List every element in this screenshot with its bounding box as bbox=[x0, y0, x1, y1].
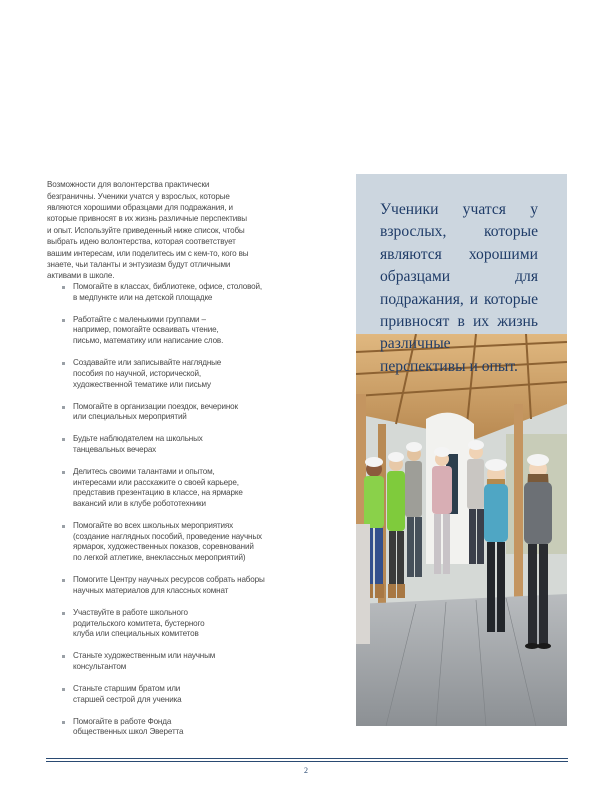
footer-rule bbox=[46, 758, 568, 759]
bullet-square-icon bbox=[62, 721, 65, 724]
list-item bbox=[62, 608, 267, 640]
list-item bbox=[62, 315, 267, 347]
list-item bbox=[62, 717, 267, 738]
bullet-square-icon bbox=[62, 688, 65, 691]
bullet-square-icon bbox=[62, 319, 65, 322]
list-item-text: Помогайте во всех школьных мероприятиях (создание наглядных пособий, проведение научных ярмарок, художественных показов, соревнований по легкой атлетике, внеклассных мероприятий) bbox=[73, 521, 262, 563]
bullet-square-icon bbox=[62, 362, 65, 365]
list-item-text: Помогайте в классах, библиотеке, офисе, столовой, в медпункте или на детской площадке bbox=[73, 282, 262, 302]
list-item-text: Создавайте или записывайте наглядные пособия по научной, исторической, художественной тематике или письму bbox=[73, 358, 222, 389]
list-item-text: Участвуйте в работе школьного родительского комитета, бустерного клуба или специальных комитетов bbox=[73, 607, 205, 639]
list-item bbox=[62, 651, 267, 672]
list-item-text: Помогайте в работе Фонда общественных школ Эверетта bbox=[73, 716, 184, 737]
list-item bbox=[62, 434, 267, 455]
bullet-square-icon bbox=[62, 525, 65, 528]
bullet-square-icon bbox=[62, 612, 65, 615]
bullet-square-icon bbox=[62, 438, 65, 441]
list-item-text: Делитесь своими талантами и опытом, интересами или расскажите о своей карьере, представив презентацию в классе, на ярмарке вакансий или в клубе робототехники bbox=[73, 466, 243, 509]
list-item bbox=[62, 684, 267, 705]
bullet-square-icon bbox=[62, 406, 65, 409]
list-item bbox=[62, 521, 267, 564]
list-item-text: Будьте наблюдателем на школьных танцевальных вечерах bbox=[73, 434, 203, 454]
list-item bbox=[62, 282, 267, 303]
list-item-text: Помогайте в организации поездок, вечеринок или специальных мероприятий bbox=[73, 401, 238, 422]
volunteer-ideas-list bbox=[62, 282, 267, 749]
pull-quote: Ученики учатся у взрослых, которые являются хорошими образцами для подражания, и которые привносят в их жизнь различные перспективы и опыт. bbox=[380, 201, 538, 375]
group-photo bbox=[356, 334, 567, 726]
list-item bbox=[62, 575, 267, 596]
intro-paragraph: Возможности для волонтерства практически безграничны. Ученики учатся у взрослых, которые являются хорошими образцами для подражания, и которые привносят в их жизнь различные перспективы и опыт. Используйте приведенный ниже список, чтобы выбрать идею волонтерства, которая соответствует вашим интересам, или поделитесь им с кем-то, кого вы знаете, чьи таланты и энтузиазм будут отличными активами в школе. bbox=[47, 180, 249, 281]
bullet-square-icon bbox=[62, 579, 65, 582]
list-item bbox=[62, 402, 267, 423]
list-item-text: Станьте старшим братом или старшей сестрой для ученика bbox=[73, 683, 182, 704]
footer-rule-thin bbox=[46, 761, 568, 762]
bullet-square-icon bbox=[62, 655, 65, 658]
page-number: 2 bbox=[304, 766, 308, 775]
list-item bbox=[62, 358, 267, 390]
list-item-text: Помогите Центру научных ресурсов собрать наборы научных материалов для классных комнат bbox=[73, 575, 265, 595]
list-item-text: Работайте с маленькими группами – например, помогайте осваивать чтение, письмо, математику или написание слов. bbox=[73, 314, 224, 346]
quote-panel bbox=[356, 174, 567, 726]
list-item bbox=[62, 467, 267, 510]
bullet-square-icon bbox=[62, 471, 65, 474]
list-item-text: Станьте художественным или научным консультантом bbox=[73, 651, 216, 671]
bullet-square-icon bbox=[62, 286, 65, 289]
